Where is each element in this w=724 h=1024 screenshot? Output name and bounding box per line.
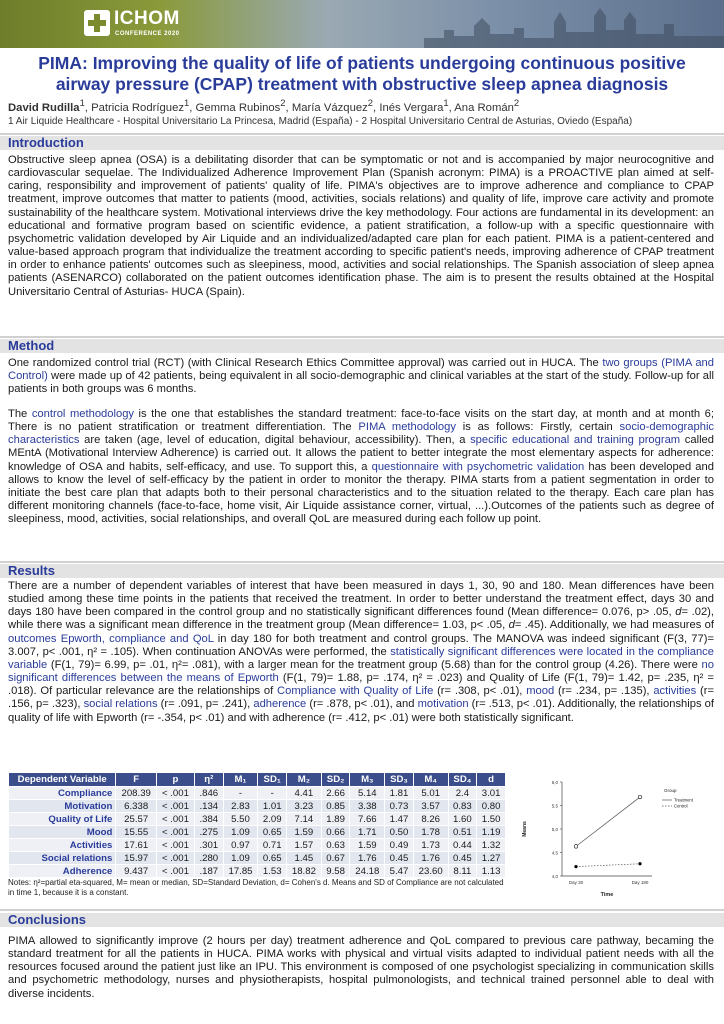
- text-run: is as follows: Firstly, certain: [455, 421, 620, 434]
- poster-title-line-1: PIMA: Improving the quality of life of patients undergoing continuous positive: [38, 53, 686, 73]
- text-run: (r= .091, p= .241),: [157, 698, 254, 711]
- table-cell: 1.81: [385, 787, 414, 800]
- control-point: [574, 865, 577, 868]
- table-cell: 3.23: [287, 800, 322, 813]
- highlight-text: two groups (PIMA and Control): [8, 357, 714, 383]
- table-cell: 1.47: [385, 813, 414, 826]
- table-cell: 5.50: [223, 813, 258, 826]
- table-cell: 1.09: [223, 826, 258, 839]
- author-name: Ana Román: [454, 101, 514, 114]
- poster-title-line-2: airway pressure (CPAP) treatment with obstructive sleep apnea diagnosis: [55, 74, 669, 94]
- highlight-text: specific educational and training program: [470, 434, 681, 447]
- table-cell: 0.45: [385, 852, 414, 865]
- text-run: (r= .234, p= .135),: [554, 685, 654, 698]
- series-line-treatment: [576, 797, 640, 846]
- highlight-text: socio-demographic characteristics: [8, 421, 715, 447]
- author-sup: 1: [79, 97, 85, 108]
- conclusions-heading: Conclusions: [0, 913, 724, 927]
- highlight-text: PIMA methodology: [358, 421, 456, 434]
- table-header-cell: M₃: [350, 773, 385, 787]
- table-cell: 2.09: [258, 813, 287, 826]
- table-cell: .301: [194, 839, 223, 852]
- means-line-chart: [512, 768, 704, 906]
- author-sup: 1: [184, 97, 190, 108]
- logo-subtitle: CONFERENCE 2020: [115, 31, 180, 37]
- table-cell: 0.65: [258, 826, 287, 839]
- table-cell: 4.41: [287, 787, 322, 800]
- text-run: d: [508, 619, 515, 632]
- author-sup: 2: [280, 97, 286, 108]
- text-run: = .45). Additionally, we had measures of: [514, 619, 714, 632]
- table-row-label: Compliance: [9, 787, 116, 800]
- table-cell: 1.19: [477, 826, 506, 839]
- highlight-text: statistically significant differences were located in the compliance variable: [8, 645, 714, 671]
- introduction-heading: Introduction: [0, 136, 724, 150]
- y-axis-label: Means: [522, 821, 528, 837]
- table-cell: 15.55: [116, 826, 157, 839]
- y-tick-label: 5,0: [551, 827, 558, 832]
- table-cell: 208.39: [116, 787, 157, 800]
- table-cell: < .001: [157, 787, 195, 800]
- table-cell: 1.76: [413, 852, 448, 865]
- text-run: There are a number of dependent variables of interest that have been measured in days 1, 30, 90 and 180. Mean differences have been studied among these time points in the patients that received the treatment. In order to better understand the treatment effect, days 30 and days 180 have been compared in the control group and no statistically significant differences found (Mean difference= 0.076, p> .05,: [8, 580, 714, 619]
- text-run: The: [8, 408, 32, 420]
- table-row: [9, 839, 506, 852]
- author-sup: 1: [443, 97, 449, 108]
- legend-label-treatment: Treatment: [674, 797, 693, 803]
- author-list: David Rudilla$^1$, Patricia Rodríguez$^1$, Gemma Rubinos$^2$, María Vázquez$^2$, Inés Vergara$^1$, Ana Román$^2$: [8, 97, 520, 114]
- table-row-label: Mood: [9, 826, 116, 839]
- table-cell: 0.45: [448, 852, 477, 865]
- table-cell: 1.59: [350, 839, 385, 852]
- y-tick-label: 5,5: [551, 803, 558, 809]
- table-cell: 18.82: [287, 865, 322, 878]
- logo-text: ICHOM: [114, 8, 180, 29]
- author-name: María Vázquez: [291, 101, 368, 114]
- table-notes: Notes: η²=partial eta-squared, M= mean or median, SD=Standard Deviation, d= Cohen's d. Means and SD of Compliance are not calculated in time 1, because it is a constant.: [8, 878, 504, 897]
- table-cell: 1.71: [350, 826, 385, 839]
- series-line-control: [576, 864, 640, 867]
- x-tick-label: Day 180: [631, 880, 649, 885]
- table-row: [9, 800, 506, 813]
- table-cell: 25.57: [116, 813, 157, 826]
- table-header-cell: SD₄: [448, 773, 477, 787]
- table-row-label: Adherence: [9, 865, 116, 878]
- table-cell: 17.61: [116, 839, 157, 852]
- table-header-cell: SD₂: [321, 773, 350, 787]
- table-cell: 0.67: [321, 852, 350, 865]
- table-cell: 0.71: [258, 839, 287, 852]
- results-table: [8, 772, 506, 878]
- highlight-text: outcomes Epworth, compliance and QoL: [8, 632, 214, 645]
- table-header-cell: SD₁: [258, 773, 287, 787]
- highlight-text: adherence: [253, 698, 307, 711]
- table-cell: .846: [194, 787, 223, 800]
- author-name: Inés Vergara: [379, 101, 444, 114]
- text-run: has been developed and allows to know the level of self-efficacy by the patient in order to monitor the therapy. PIMA starts from a patient segmentation in order to initiate the best care plan that adapts both to their personal characteristics and to the situation related to the therapy. Each care plan has different monitoring channels (face-to-face, home visit, Air Liquide assistance corner, virtual, ...).Outcomes of the patients such as degree of sleepiness, mood, activities, social relationships, and overall QoL are measured during each follow up point.: [8, 460, 714, 526]
- table-cell: 0.51: [448, 826, 477, 839]
- table-row: [9, 787, 506, 800]
- highlight-text: control methodology: [31, 408, 135, 420]
- method-paragraph-2: [8, 408, 714, 526]
- table-cell: 5.14: [350, 787, 385, 800]
- table-cell: < .001: [157, 826, 195, 839]
- affiliations: 1 Air Liquide Healthcare - Hospital Universitario La Princesa, Madrid (España) - 2 Hospital Universitario Central de Asturias, Oviedo (España): [8, 116, 633, 127]
- table-cell: 1.45: [287, 852, 322, 865]
- text-run: (r= .513, p< .01). Additionally, the relationships of quality of life with Epworth (r= -.354, p< .01) and with adherence (r= .412, p< .01) were both statistically significant.: [8, 698, 715, 724]
- table-header-cell: M₁: [223, 773, 258, 787]
- table-header-cell: F: [116, 773, 157, 787]
- text-run: were made up of 42 patients, being equivalent in all socio-demographic and clinical variables at the start of the study. Follow-up for all patients in both groups was 6 months.: [8, 370, 714, 396]
- table-cell: 6.338: [116, 800, 157, 813]
- section-divider: [0, 561, 724, 563]
- table-cell: 5.01: [413, 787, 448, 800]
- table-cell: 15.97: [116, 852, 157, 865]
- table-cell: 0.66: [321, 826, 350, 839]
- method-paragraph-1: [8, 357, 714, 396]
- x-tick-label: Day 30: [568, 880, 584, 885]
- table-cell: 0.83: [448, 800, 477, 813]
- results-heading: Results: [0, 564, 724, 578]
- highlight-text: mood: [526, 685, 555, 698]
- table-cell: 1.50: [477, 813, 506, 826]
- text-run: (F(1, 79)= 6.99, p= .01, η²= .081), with a larger mean for the treatment group (5.68) than for the control group (4.26). There were: [47, 658, 702, 671]
- author-name: David Rudilla: [8, 101, 80, 114]
- table-row: [9, 865, 506, 878]
- y-tick-label: 4,5: [551, 850, 558, 856]
- table-cell: 1.76: [350, 852, 385, 865]
- author-sup: 2: [513, 97, 520, 108]
- table-cell: 0.49: [385, 839, 414, 852]
- author-sup: 2: [367, 97, 374, 108]
- text-run: is the one that establishes the standard treatment: face-to-face visits on the start day, at month and at month 6; There is no patient stratification or treatment differentiation. The: [8, 408, 715, 434]
- table-cell: 9.58: [321, 865, 350, 878]
- table-cell: 0.50: [385, 826, 414, 839]
- table-cell: 3.01: [477, 787, 506, 800]
- table-header-cell: d: [477, 773, 506, 787]
- table-cell: 1.57: [287, 839, 322, 852]
- table-body: [9, 787, 506, 878]
- table-cell: .187: [194, 865, 223, 878]
- table-row-label: Quality of Life: [9, 813, 116, 826]
- table-cell: 17.85: [223, 865, 258, 878]
- highlight-text: questionnaire with psychometric validation: [371, 460, 585, 473]
- section-divider: [0, 336, 724, 338]
- y-tick-label: 6,0: [551, 780, 558, 785]
- table-cell: 1.73: [413, 839, 448, 852]
- table-cell: 3.57: [413, 800, 448, 813]
- text-run: called MEntA (Motivational Interview Adherence) is carried out. It allows the patient to better integrate the most elementary aspects for adherence: knowledge of OSA and habits, self-efficacy, and use. To support this, a: [8, 434, 715, 473]
- text-run: d: [675, 606, 682, 619]
- table-cell: 24.18: [350, 865, 385, 878]
- table-header-cell: M₂: [287, 773, 322, 787]
- table-cell: -: [223, 787, 258, 800]
- table-row-label: Social relations: [9, 852, 116, 865]
- table-cell: < .001: [157, 800, 195, 813]
- table-cell: 2.4: [448, 787, 477, 800]
- control-point: [638, 862, 641, 865]
- table-cell: .280: [194, 852, 223, 865]
- table-cell: 1.60: [448, 813, 477, 826]
- table-cell: 1.89: [321, 813, 350, 826]
- table-cell: 1.01: [258, 800, 287, 813]
- table-cell: < .001: [157, 865, 195, 878]
- table-row: [9, 826, 506, 839]
- author-name: Gemma Rubinos: [195, 101, 281, 114]
- legend-label-control: Control: [674, 803, 688, 809]
- table-cell: 1.78: [413, 826, 448, 839]
- table-header-cell: p: [157, 773, 195, 787]
- table-cell: 1.32: [477, 839, 506, 852]
- y-tick-label: 4,0: [551, 874, 558, 879]
- table-cell: < .001: [157, 852, 195, 865]
- table-cell: 8.26: [413, 813, 448, 826]
- highlight-text: motivation: [417, 698, 469, 711]
- text-run: (r= .308, p< .01),: [433, 685, 527, 698]
- table-cell: 1.59: [287, 826, 322, 839]
- table-cell: 1.13: [477, 865, 506, 878]
- treatment-point: [574, 845, 578, 849]
- table-cell: 0.63: [321, 839, 350, 852]
- ichom-logo-icon: [84, 10, 110, 36]
- text-run: are taken (age, level of education, digital behaviour, accessibility). Then, a: [79, 434, 471, 447]
- highlight-text: Compliance with Quality of Life: [277, 685, 434, 698]
- method-heading: Method: [0, 339, 724, 353]
- table-cell: 5.47: [385, 865, 414, 878]
- table-cell: 0.44: [448, 839, 477, 852]
- table-header-cell: Dependent Variable: [9, 773, 116, 787]
- highlight-text: social relations: [83, 698, 158, 711]
- table-cell: 0.65: [258, 852, 287, 865]
- legend-title: Group: [664, 788, 677, 793]
- table-cell: .134: [194, 800, 223, 813]
- table-cell: 1.27: [477, 852, 506, 865]
- introduction-text: Obstructive sleep apnea (OSA) is a debilitating disorder that can be symptomatic or not and is accompanied by major neurocognitive and cardiovascular sequelae. The Individualized Adherence Improvement Plan (Spanish acronym: PIMA) is a PROACTIVE plan aimed at self-caring, responsibility and improvement of patients' quality of life. PIMA's objectives are to improve adherence and compliance to CPAP treatment, improve outcomes that matter to patients (mood, activities, socials relations) and quality of life, improve care activity and promote sustainability of the healthcare system. Motivational interviews drive the key methodology. Four actions are fundamental in its development: an educational and formative program based on scientific evidence, a patient stratification, a follow-up with a specific questionnaire with psychometric validation developed by Air Liquide and an individualized/adapted care plan for each patient. PIMA is a patient-centered and value-based approach program that individualize the treatment according to specific patient's needs, improving adherence of CPAP treatment in order to enhance patients' outcomes such as sleepiness, mood, activities and social relationships. The Spanish association of sleep apnea patients (ASENARCO) collaborated on the patient outcomes identification phase. The aim is to present the results obtained at the Hospital Universitario Central of Asturias- HUCA (Spain).: [8, 154, 714, 298]
- treatment-point: [638, 795, 642, 799]
- table-row: [9, 852, 506, 865]
- table-row-label: Activities: [9, 839, 116, 852]
- table-cell: 9.437: [116, 865, 157, 878]
- table-cell: < .001: [157, 813, 195, 826]
- highlight-text: activities: [653, 685, 697, 698]
- table-cell: 23.60: [413, 865, 448, 878]
- table-cell: 0.97: [223, 839, 258, 852]
- table-cell: 8.11: [448, 865, 477, 878]
- table-cell: -: [258, 787, 287, 800]
- conference-banner: [0, 0, 724, 48]
- author-name: Patricia Rodríguez: [91, 101, 185, 114]
- table-cell: < .001: [157, 839, 195, 852]
- city-skyline-image: [424, 8, 724, 48]
- table-row: [9, 813, 506, 826]
- table-cell: 7.66: [350, 813, 385, 826]
- results-text: [8, 580, 714, 725]
- table-header-cell: SD₃: [385, 773, 414, 787]
- text-run: (r= .878, p< .01), and: [306, 698, 418, 711]
- section-divider: [0, 133, 724, 135]
- table-header-cell: M₄: [413, 773, 448, 787]
- table-cell: 0.80: [477, 800, 506, 813]
- table-cell: .384: [194, 813, 223, 826]
- table-header-row: [9, 773, 506, 787]
- text-run: (r= .156, p= .323),: [8, 685, 714, 711]
- text-run: in day 180 for both treatment and control groups. The MANOVA was indeed significant (F(3, 77)= 3.007, p< .001, η² = .105). When continuation ANOVAs were performed, the: [8, 632, 714, 658]
- table-cell: 2.66: [321, 787, 350, 800]
- table-header-cell: η²: [194, 773, 223, 787]
- table-cell: 1.09: [223, 852, 258, 865]
- table-cell: 0.73: [385, 800, 414, 813]
- text-run: (F(1, 79)= 1.88, p= .174, η² = .023) and Quality of Life (F(1, 79)= 1.42, p= .235, η² = .018). Of particular relevance are the relationships of: [8, 672, 714, 698]
- section-divider: [0, 909, 724, 911]
- x-axis-label: Time: [600, 892, 614, 898]
- text-run: One randomized control trial (RCT) (with Clinical Research Ethics Committee approval) was carried out in HUCA. The: [8, 357, 603, 369]
- highlight-text: no significant differences between the means of Epworth: [8, 658, 714, 685]
- table-cell: .275: [194, 826, 223, 839]
- table-cell: 0.85: [321, 800, 350, 813]
- table-row-label: Motivation: [9, 800, 116, 813]
- table-cell: 3.38: [350, 800, 385, 813]
- conclusions-text: PIMA allowed to significantly improve (2 hours per day) treatment adherence and QoL compared to previous care pathway, becaming the standard treatment for all the patients in HUCA. PIMA works with physical and virtual visits adapted to individual patient needs with all the resources focused around the patient just like an IPU. This environment is composed of one psychologist specializing in communication skills and psychometric methodology, nurses and physiotherapists, hospital pulmonologists, and technical trained personnel able to deal with diverse incidents.: [8, 935, 714, 1000]
- table-cell: 2.83: [223, 800, 258, 813]
- table-cell: 1.53: [258, 865, 287, 878]
- text-run: = .02), while there was a significant mean difference in the treatment group (Mean difference= 1.03, p< .05,: [8, 606, 714, 632]
- table-cell: 7.14: [287, 813, 322, 826]
